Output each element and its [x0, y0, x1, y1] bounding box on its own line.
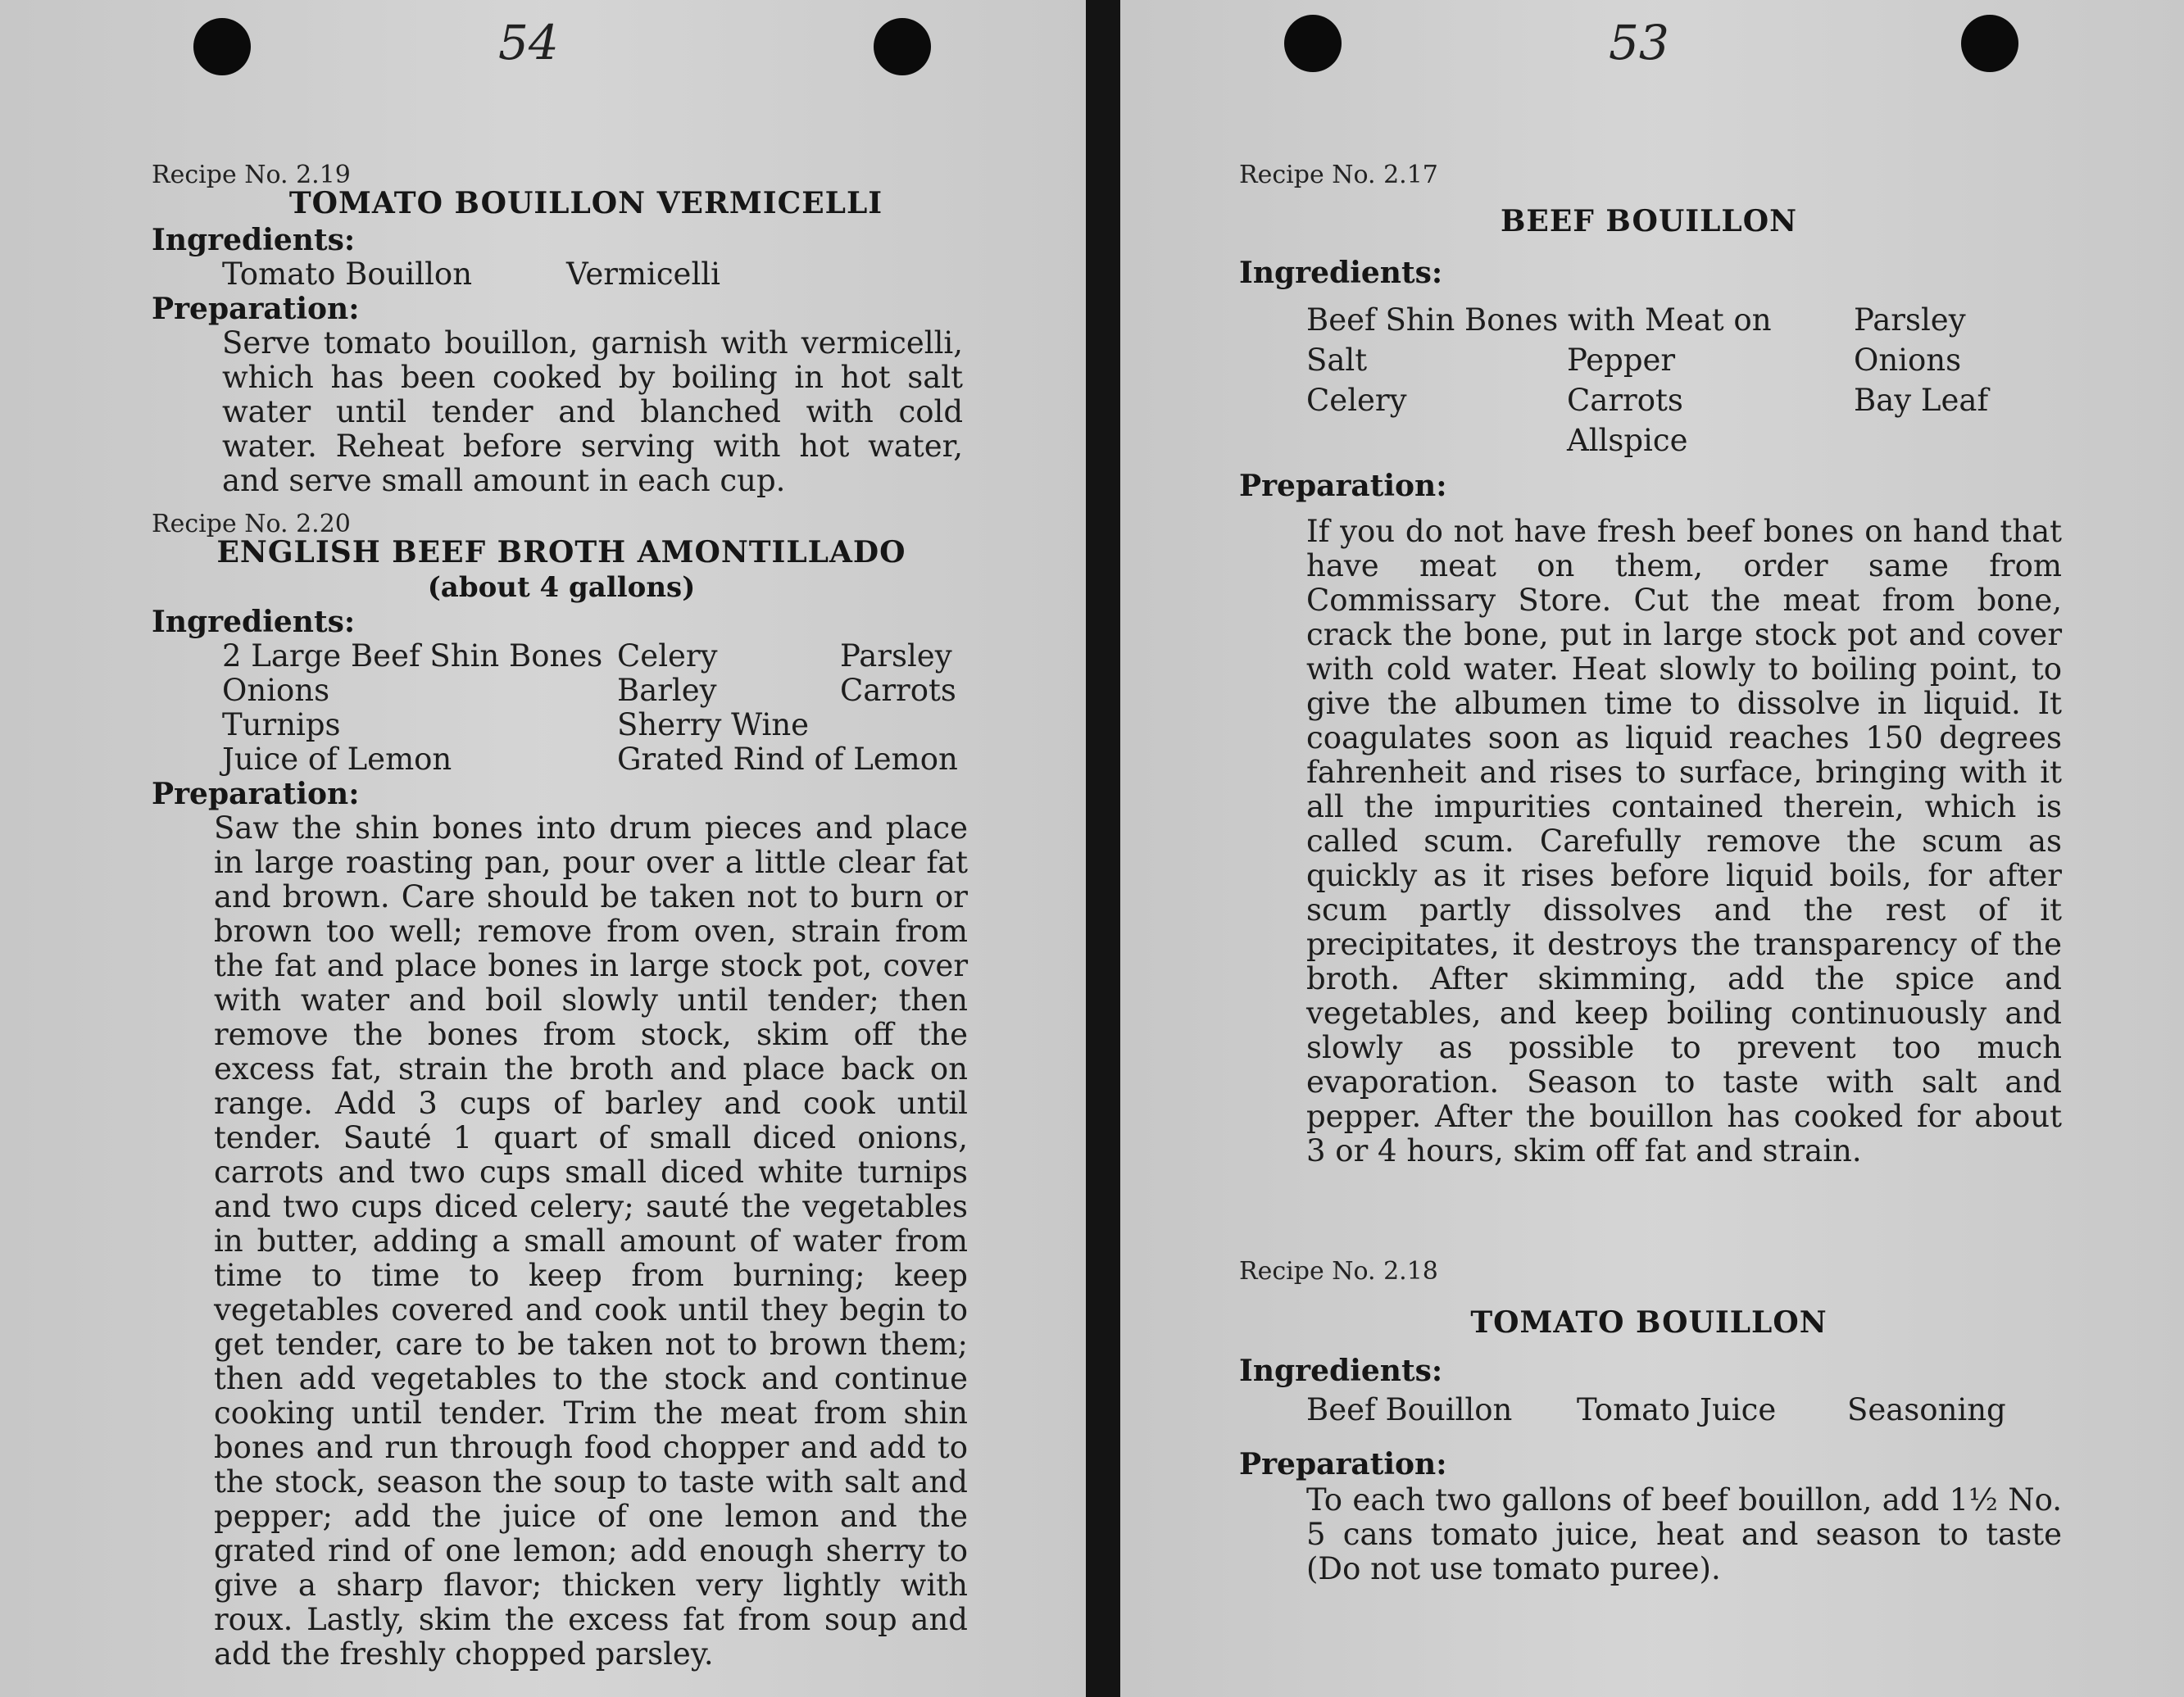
ingredient: Onions [222, 673, 330, 708]
ingredient: Parsley [840, 638, 952, 674]
recipe-2-19 [152, 161, 971, 498]
punch-hole [1284, 15, 1342, 72]
recipe-title: TOMATO BOUILLON VERMICELLI [288, 186, 883, 220]
ingredients-label: Ingredients: [152, 223, 356, 257]
ingredient: Vermicelli [566, 256, 720, 292]
ingredient: 2 Large Beef Shin Bones [222, 638, 603, 674]
recipe-number: Recipe No. 2.18 [1239, 1257, 1438, 1286]
page-number: 54 [498, 15, 559, 70]
recipe-number: Recipe No. 2.19 [152, 161, 351, 189]
ingredient: Turnips [222, 707, 341, 742]
ingredient: Bay Leaf [1854, 383, 1989, 418]
punch-hole [874, 18, 931, 75]
recipe-title: TOMATO BOUILLON [1470, 1305, 1828, 1340]
left-card-content [152, 161, 971, 1672]
ingredient: Onions [1854, 343, 1962, 378]
ingredient: Sherry Wine [617, 707, 810, 742]
ingredient: Salt [1306, 343, 1368, 378]
recipe-card-right [1120, 0, 2184, 1697]
ingredients-label: Ingredients: [1239, 256, 1443, 290]
ingredients-list [1306, 300, 2063, 461]
ingredient: Celery [617, 638, 718, 674]
preparation-text: Saw the shin bones into drum pieces and place in large roasting pan, pour over a little clear fat and brown. Care should be taken not to burn or brown too well; remove from oven, strain from the fat and place bones in large stock pot, cover with water and boil slowly until tender; then remove the bones from stock, skim off the excess fat, strain the broth and place back on range. Add 3 cups of barley and cook until tender. Sauté 1 quart of small diced onions, carrots and two cups small diced white turnips and two cups diced celery; sauté the vegetables in butter, adding a small amount of water from time to time to keep from burning; keep vegetables covered and cook until they begin to get tender, care to be taken not to brown them; then add vegetables to the stock and continue cooking until tender. Trim the meat from shin bones and run through food chopper and add to the stock, season the soup to taste with salt and pepper; add the juice of one lemon and the grated rind of one lemon; add enough sherry to give a sharp flavor; thicken very lightly with roux. Lastly, skim the excess fat from soup and add the freshly chopped parsley. [214, 810, 968, 1672]
punch-hole [1961, 15, 2018, 72]
ingredient: Allspice [1567, 423, 1688, 458]
ingredients-list [222, 639, 980, 777]
ingredient: Carrots [1567, 383, 1683, 418]
ingredient: Seasoning [1847, 1392, 2006, 1427]
punch-hole [193, 18, 251, 75]
preparation-label: Preparation: [152, 292, 360, 326]
ingredient: Barley [617, 673, 717, 708]
ingredients-list [222, 257, 971, 292]
ingredient: Juice of Lemon [222, 742, 452, 777]
ingredients-list [1306, 1390, 2063, 1431]
ingredient: Grated Rind of Lemon [617, 742, 958, 777]
ingredient: Tomato Bouillon [222, 256, 473, 292]
ingredient: Pepper [1567, 343, 1676, 378]
recipe-2-18 [1239, 1257, 2063, 1586]
page-number: 53 [1609, 15, 1669, 70]
right-card-content [1239, 161, 2063, 1586]
recipe-title: BEEF BOUILLON [1501, 204, 1797, 238]
preparation-label: Preparation: [152, 777, 360, 811]
recipe-card-left [0, 0, 1086, 1697]
ingredient: Parsley [1854, 302, 1966, 338]
ingredients-label: Ingredients: [152, 605, 356, 639]
ingredient: Celery [1306, 383, 1407, 418]
ingredients-label: Ingredients: [1239, 1354, 1443, 1388]
recipe-2-17 [1239, 161, 2063, 1168]
ingredient: Tomato Juice [1577, 1392, 1777, 1427]
preparation-label: Preparation: [1239, 1447, 1447, 1481]
ingredient: Beef Bouillon [1306, 1392, 1513, 1427]
recipe-2-20 [152, 510, 971, 1672]
ingredient: Carrots [840, 673, 956, 708]
recipe-title: ENGLISH BEEF BROTH AMONTILLADO [216, 535, 906, 569]
recipe-number: Recipe No. 2.17 [1239, 161, 1438, 189]
preparation-label: Preparation: [1239, 469, 1447, 503]
recipe-number: Recipe No. 2.20 [152, 510, 351, 538]
ingredient: Beef Shin Bones with Meat on [1306, 302, 1772, 338]
preparation-text: To each two gallons of beef bouillon, add 1½ No. 5 cans tomato juice, heat and season to taste (Do not use tomato puree). [1306, 1482, 2062, 1586]
preparation-text: If you do not have fresh beef bones on hand that have meat on them, order same from Commissary Store. Cut the meat from bone, crack the bone, put in large stock pot and cover with cold water. Heat slowly to boiling point, to give the albumen time to dissolve in liquid. It coagulates soon as liquid reaches 150 degrees fahrenheit and rises to surface, bringing with it all the impurities contained therein, which is called scum. Carefully remove the scum as quickly as it rises before liquid boils, for after scum partly dissolves and the rest of it precipitates, it destroys the transparency of the broth. After skimming, add the spice and vegetables, and keep boiling continuously and slowly as possible to prevent too much evaporation. Season to taste with salt and pepper. After the bouillon has cooked for about 3 or 4 hours, skim off fat and strain. [1306, 514, 2062, 1168]
recipe-subtitle: (about 4 gallons) [427, 571, 696, 604]
preparation-text: Serve tomato bouillon, garnish with vermicelli, which has been cooked by boiling in hot salt water until tender and blanched with cold water. Reheat before serving with hot water, and serve small amount in each cup. [222, 325, 963, 498]
